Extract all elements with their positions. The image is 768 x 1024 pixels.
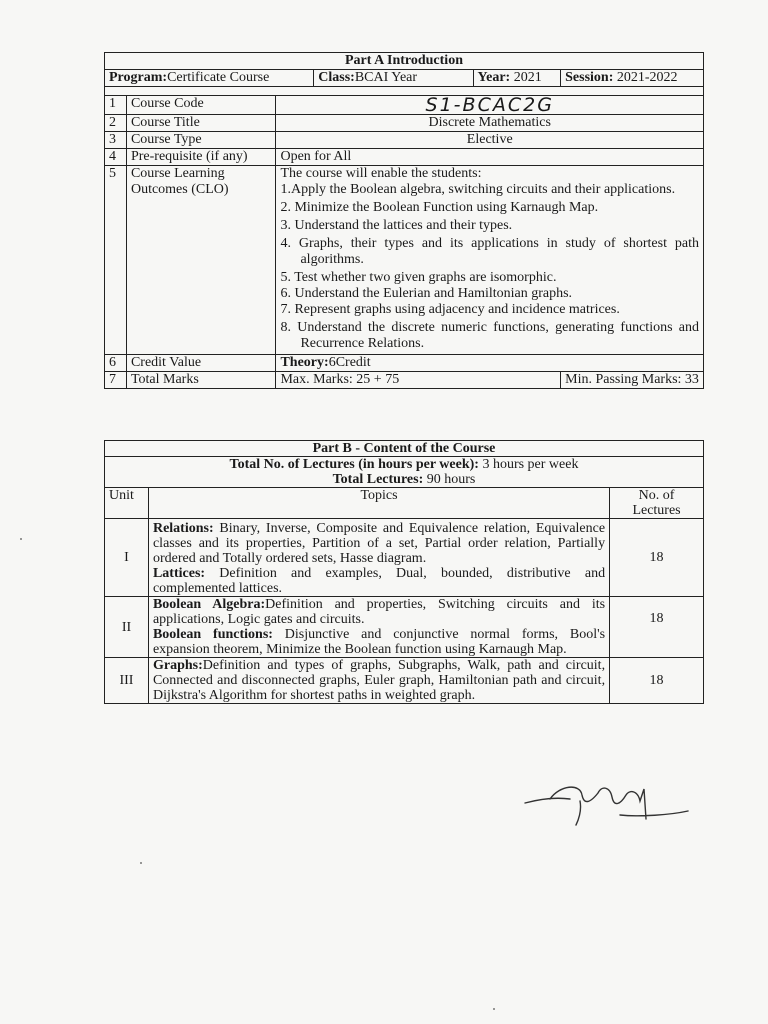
course-title-value: Discrete Mathematics xyxy=(276,115,704,132)
unit-lectures: 18 xyxy=(610,519,704,597)
row-label: Total Marks xyxy=(126,372,276,389)
row-number: 1 xyxy=(105,96,127,115)
clo-item: 5. Test whether two given graphs are isomorphic. xyxy=(280,270,557,285)
clo-row xyxy=(105,166,704,355)
clo-intro: The course will enable the students: xyxy=(280,166,482,181)
unit-number: II xyxy=(105,597,149,658)
row-label: Course Title xyxy=(126,115,276,132)
unit-row xyxy=(105,658,704,704)
scan-speck xyxy=(20,538,22,540)
col-lectures: No. of Lectures xyxy=(610,488,704,519)
unit-topics: Graphs:Definition and types of graphs, Subgraphs, Walk, path and circuit, Connected and disconnected graphs, Euler graph, Hamiltonian path and circuit, Dijkstra's Algorithm for shortest paths in weighted graph. xyxy=(148,658,609,704)
unit-number: I xyxy=(105,519,149,597)
credit-row xyxy=(105,355,704,372)
clo-item: 2. Minimize the Boolean Function using Karnaugh Map. xyxy=(280,200,599,215)
row-number: 3 xyxy=(105,132,127,149)
clo-item: 1.Apply the Boolean algebra, switching circuits and their applications. xyxy=(280,182,676,197)
program-cell: Program:Certificate Course xyxy=(105,70,314,87)
row-number: 2 xyxy=(105,115,127,132)
year-cell: Year: 2021 xyxy=(473,70,561,87)
row-number: 7 xyxy=(105,372,127,389)
course-type-row xyxy=(105,132,704,149)
clo-item: 8. Understand the discrete numeric functions, generating functions and Recurrence Relations. xyxy=(280,320,699,351)
course-type-value: Elective xyxy=(276,132,704,149)
session-cell: Session: 2021-2022 xyxy=(561,70,704,87)
header-row xyxy=(105,488,704,519)
clo-list xyxy=(280,182,699,352)
scan-speck xyxy=(140,862,142,864)
unit-row xyxy=(105,597,704,658)
unit-lectures: 18 xyxy=(610,597,704,658)
max-marks: Max. Marks: 25 + 75 xyxy=(276,372,561,389)
clo-item: 7. Represent graphs using adjacency and incidence matrices. xyxy=(280,302,620,317)
spacer-row xyxy=(105,87,704,96)
clo-item: 4. Graphs, their types and its applications in study of shortest path algorithms. xyxy=(280,236,699,267)
clo-item: 6. Understand the Eulerian and Hamiltonian graphs. xyxy=(280,286,573,301)
row-label: Course Type xyxy=(126,132,276,149)
marks-row xyxy=(105,372,704,389)
part-b-heading: Part B - Content of the Course xyxy=(105,441,704,457)
part-a-heading: Part A Introduction xyxy=(105,53,704,70)
credit-value: Theory:6Credit xyxy=(276,355,704,372)
signature xyxy=(520,775,690,835)
unit-topics: Boolean Algebra:Definition and properties, Switching circuits and its applications, Logic gates and circuits. Boolean functions: Disjunctive and conjunctive normal forms, Bool's expansion theorem, Minimize the Boolean function using Karnaugh Map. xyxy=(148,597,609,658)
row-label: Course Code xyxy=(126,96,276,115)
min-passing-marks: Min. Passing Marks: 33 xyxy=(561,372,704,389)
col-topics: Topics xyxy=(148,488,609,519)
row-number: 4 xyxy=(105,149,127,166)
row-label: Pre-requisite (if any) xyxy=(126,149,276,166)
col-unit: Unit xyxy=(105,488,149,519)
scan-speck xyxy=(493,1008,495,1010)
row-number: 5 xyxy=(105,166,127,355)
unit-lectures: 18 xyxy=(610,658,704,704)
row-number: 6 xyxy=(105,355,127,372)
class-cell: Class:BCAI Year xyxy=(314,70,473,87)
course-title-row xyxy=(105,115,704,132)
part-b-table xyxy=(104,440,704,704)
clo-value xyxy=(276,166,704,355)
lectures-summary: Total No. of Lectures (in hours per week): 3 hours per week Total Lectures: 90 hours xyxy=(105,457,704,488)
prerequisite-row xyxy=(105,149,704,166)
row-label: Credit Value xyxy=(126,355,276,372)
prerequisite-value: Open for All xyxy=(276,149,704,166)
course-code-value: S1-BCAC2G xyxy=(276,96,704,115)
unit-row xyxy=(105,519,704,597)
course-code-row xyxy=(105,96,704,115)
unit-topics: Relations: Binary, Inverse, Composite and Equivalence relation, Equivalence classes and its properties, Partition of a set, Partial order relation, Partially ordered and Totally ordered sets, Hasse diagram. Lattices: Definition and examples, Dual, bounded, distributive and complemented lattices. xyxy=(148,519,609,597)
row-label: Course Learning Outcomes (CLO) xyxy=(126,166,276,355)
unit-number: III xyxy=(105,658,149,704)
program-row xyxy=(105,70,704,87)
part-a-table xyxy=(104,52,704,389)
clo-item: 3. Understand the lattices and their types. xyxy=(280,218,513,233)
